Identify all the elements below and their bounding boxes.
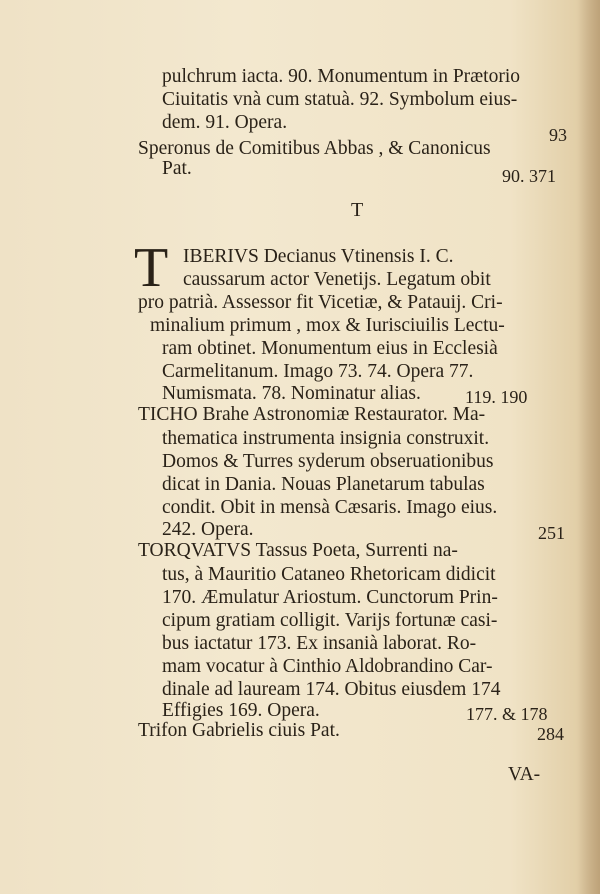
entry-ticho: TICHO Brahe Astronomiæ Restaurator. Ma- [138, 404, 486, 425]
drop-cap: T [134, 237, 167, 299]
text-line-16: dicat in Dania. Nouas Planetarum tabulas [162, 474, 485, 495]
entry-trifon: Trifon Gabrielis ciuis Pat. [138, 720, 340, 741]
entry-torquatus: TORQVATVS Tassus Poeta, Surrenti na- [138, 540, 458, 561]
text-line-10: ram obtinet. Monumentum eius in Ecclesià [162, 338, 498, 359]
page-ref-93: 93 [549, 125, 567, 145]
text-line-2: Ciuitatis vnà cum statuà. 92. Symbolum eius- [162, 89, 518, 110]
text-line-25: dinale ad lauream 174. Obitus eiusdem 174 [162, 679, 501, 700]
text-line-18: 242. Opera. [162, 519, 254, 540]
text-line-8: pro patrià. Assessor fit Vicetiæ, & Patauij. Cri- [138, 292, 503, 313]
text-line-17: condit. Obit in mensà Cæsaris. Imago eius. [162, 497, 498, 518]
text-line-1: pulchrum iacta. 90. Monumentum in Prætorio [162, 66, 520, 87]
page-ref-177-178: 177. & 178 [466, 704, 548, 724]
text-line-21: 170. Æmulatur Ariostum. Cunctorum Prin- [162, 587, 498, 608]
text-line-23: bus iactatur 173. Ex insanià laborat. Ro- [162, 633, 477, 654]
section-letter: T [351, 199, 364, 221]
text-line-7: caussarum actor Venetijs. Legatum obit [183, 269, 491, 290]
page-gutter-shadow [578, 0, 600, 894]
text-line-20: tus, à Mauritio Cataneo Rhetoricam didicit [162, 564, 496, 585]
text-line-15: Domos & Turres syderum obseruationibus [162, 451, 494, 472]
text-line-14: thematica instrumenta insignia construxit. [162, 428, 490, 449]
entry-tiberius: IBERIVS Decianus Vtinensis I. C. [183, 246, 454, 267]
catchword: VA- [508, 764, 541, 785]
text-line-11: Carmelitanum. Imago 73. 74. Opera 77. [162, 361, 474, 382]
text-line-12: Numismata. 78. Nominatur alias. [162, 383, 421, 404]
entry-speronus: Speronus de Comitibus Abbas , & Canonicus [138, 138, 491, 159]
page-ref-284: 284 [537, 724, 564, 744]
page-ref-119-190: 119. 190 [465, 387, 528, 407]
text-line-22: cipum gratiam colligit. Varijs fortunæ casi- [162, 610, 498, 631]
text-line-3: dem. 91. Opera. [162, 112, 288, 133]
page-ref-251: 251 [538, 523, 565, 543]
text-line-5: Pat. [162, 158, 192, 179]
page-ref-90-371: 90. 371 [502, 166, 556, 186]
text-line-26: Effigies 169. Opera. [162, 700, 320, 721]
text-line-24: mam vocatur à Cinthio Aldobrandino Car- [162, 656, 493, 677]
text-line-9: minalium primum , mox & Iurisciuilis Lectu- [150, 315, 505, 336]
